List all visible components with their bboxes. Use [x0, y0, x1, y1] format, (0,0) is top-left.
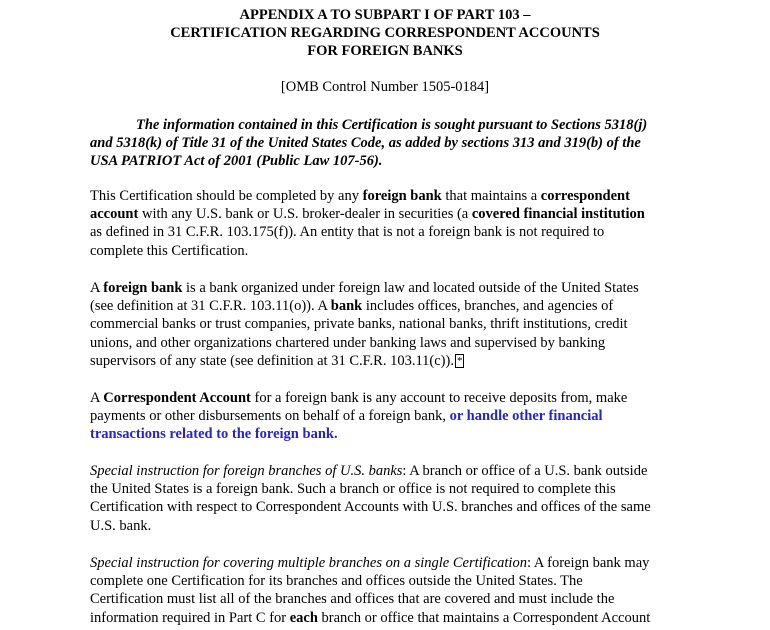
- p2-line-3: commercial banks or trust companies, private banks, national banks, thrift institutions, credit: [90, 316, 628, 333]
- p1-line-4: complete this Certification.: [90, 242, 249, 259]
- p2-line-4: unions, and other organizations chartered under banking laws and supervised by banking: [90, 334, 606, 351]
- p5-line-4: [90, 609, 690, 627]
- paragraph-foreign-bank-definition: [90, 279, 690, 370]
- term-foreign-bank: foreign bank: [103, 280, 183, 296]
- instruction-heading: Special instruction for foreign branches of U.S. banks: [90, 463, 403, 479]
- footnote-marker[interactable]: *: [456, 354, 463, 367]
- p4-line-1: [90, 462, 690, 480]
- p5-line-2: complete one Certification for its branches and offices outside the United States. The: [90, 573, 583, 590]
- p5-line-3: Certification must list all of the branches and offices that are covered and must include the: [90, 591, 615, 608]
- term-bank: bank: [330, 298, 363, 315]
- paragraph-certification-scope: [90, 187, 690, 260]
- p2-text: is a bank organized under foreign law and located outside of the United States: [182, 280, 639, 296]
- p4-text: : A branch or office of a U.S. bank outside: [402, 463, 648, 479]
- p1-line-2: [90, 205, 690, 223]
- appendix-title-line-2: CERTIFICATION REGARDING CORRESPONDENT ACCOUNTS: [170, 25, 600, 41]
- p1-line-3: as defined in 31 C.F.R. 103.175(f)). An entity that is not a foreign bank is not required to: [90, 224, 605, 241]
- p3-line-1: [90, 389, 690, 407]
- p1-line-1: [90, 187, 690, 205]
- p2-line-5: [90, 352, 690, 370]
- term-account: account: [90, 206, 139, 223]
- term-covered-financial-institution: covered financial institution: [471, 206, 645, 223]
- intro-line-2: and 5318(k) of Title 31 of the United States Code, as added by sections 313 and 319(b) of the: [90, 135, 641, 152]
- p5-text: : A foreign bank may: [526, 555, 650, 571]
- p2-line-1: [90, 279, 690, 297]
- p4-line-3: Certification with respect to Correspondent Accounts with U.S. branches and offices of the same: [90, 499, 651, 516]
- omb-control-number: [OMB Control Number 1505-0184]: [280, 79, 490, 95]
- p3-text: A: [90, 390, 104, 406]
- appendix-title-line-3: FOR FOREIGN BANKS: [307, 43, 463, 59]
- p4-line-2: the United States is a foreign bank. Such a branch or office is not required to complete this: [90, 481, 616, 498]
- p1-text: that maintains a: [441, 188, 541, 204]
- p1-text: This Certification should be completed by any: [90, 188, 363, 204]
- p5-line-1: [90, 554, 690, 572]
- appendix-title-line-1: APPENDIX A TO SUBPART I OF PART 103 –: [239, 7, 531, 23]
- p2-text: (see definition at 31 C.F.R. 103.11(o)). A: [90, 298, 331, 315]
- p5-text: branch or office that maintains a Correspondent Account: [317, 609, 651, 626]
- intro-line-3: USA PATRIOT Act of 2001 (Public Law 107-56).: [90, 153, 383, 170]
- term-foreign-bank: foreign bank: [362, 188, 442, 204]
- p3-line-2: [90, 407, 690, 425]
- term-correspondent: correspondent: [540, 188, 630, 204]
- p2-text: includes offices, branches, and agencies of: [362, 298, 614, 315]
- intro-paragraph: [90, 116, 670, 171]
- paragraph-multiple-branches-instruction: [90, 554, 690, 627]
- paragraph-foreign-branches-instruction: [90, 462, 690, 535]
- p2-text: A: [90, 280, 104, 296]
- term-correspondent-account: Correspondent Account: [103, 390, 251, 406]
- p3-text: payments or other disbursements on behalf of a foreign bank,: [90, 408, 450, 425]
- highlighted-text-continued: transactions related to the foreign bank.: [90, 426, 338, 443]
- intro-line-1: The information contained in this Certification is sought pursuant to Sections 5318(j): [136, 117, 648, 133]
- p4-line-4: U.S. bank.: [90, 517, 152, 534]
- paragraph-correspondent-account-definition: [90, 389, 690, 444]
- p3-text: for a foreign bank is any account to receive deposits from, make: [250, 390, 628, 406]
- p2-line-2: [90, 297, 690, 315]
- instruction-heading: Special instruction for covering multiple branches on a single Certification: [90, 555, 527, 571]
- term-each: each: [289, 609, 318, 626]
- p5-text: information required in Part C for: [90, 609, 290, 626]
- highlighted-text: or handle other financial: [449, 408, 603, 425]
- p1-text: with any U.S. bank or U.S. broker-dealer in securities (a: [138, 206, 472, 223]
- p2-text: supervisors of any state (see definition at 31 C.F.R. 103.11(c)).: [90, 352, 454, 369]
